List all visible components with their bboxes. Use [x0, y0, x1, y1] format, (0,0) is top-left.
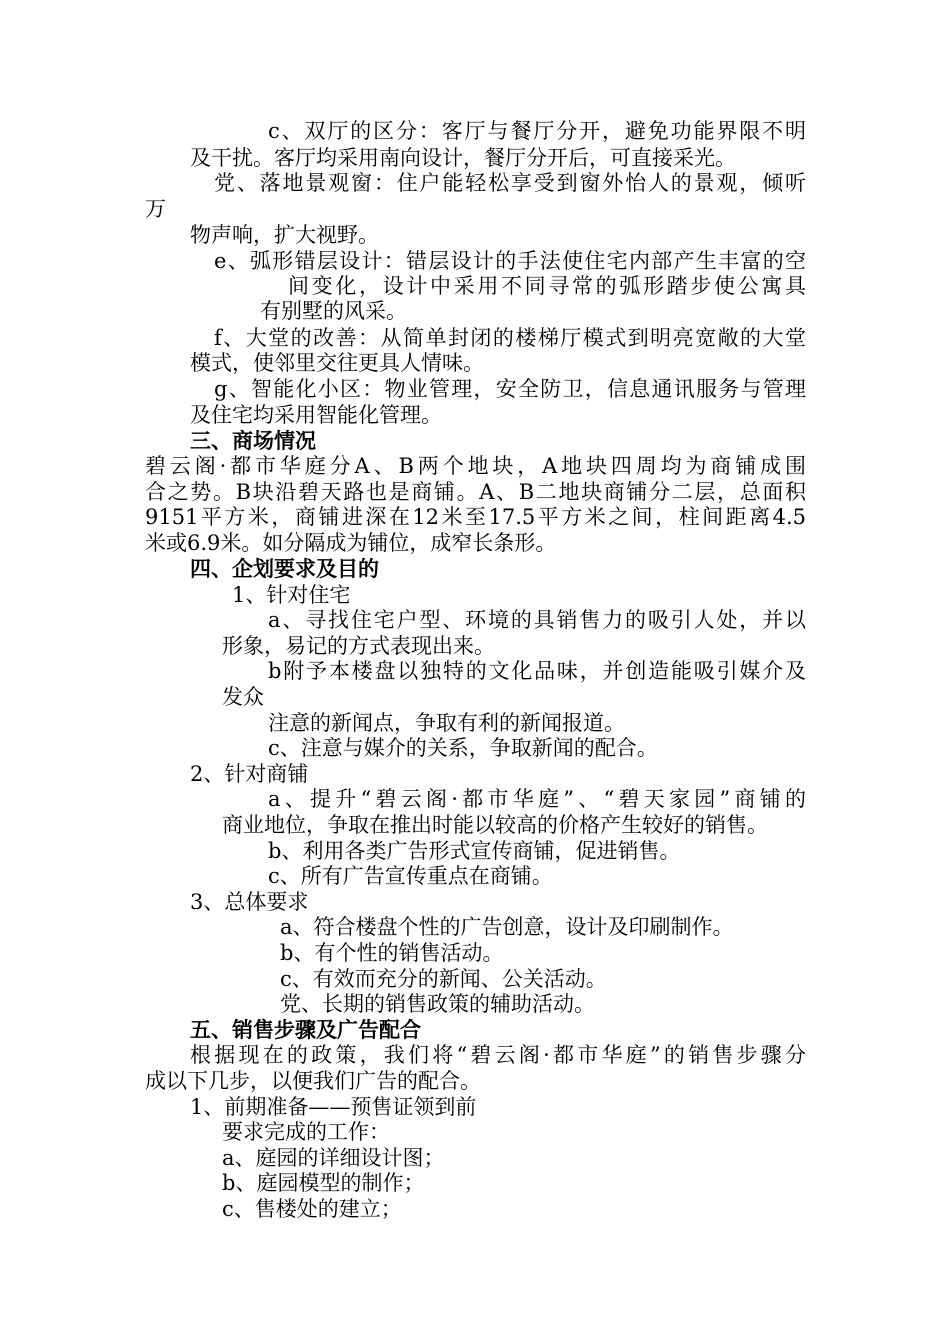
text-line: 物声响，扩大视野。 [190, 223, 379, 247]
text-line: b、有个性的销售活动。 [280, 941, 504, 965]
text-line: e、弧形错层设计：错层设计的手法使住宅内部产生丰富的空 [214, 249, 806, 273]
text-line: 间变化，设计中采用不同寻常的弧形踏步使公寓具 [288, 274, 806, 298]
text-line: 注意的新闻点，争取有利的新闻报道。 [268, 711, 625, 735]
text-line: 9151平方米，商铺进深在12米至17.5平方米之间，柱间距离4.5 [145, 505, 806, 529]
text-line: 要求完成的工作： [222, 1120, 390, 1144]
text-line: c、注意与媒介的关系，争取新闻的配合。 [268, 736, 658, 760]
text-line: a、庭园的详细设计图； [222, 1146, 445, 1170]
text-line: 1、针对住宅 [232, 583, 351, 607]
section-heading: 三、商场情况 [190, 429, 316, 453]
text-line: 党、落地景观窗：住户能轻松享受到窗外怡人的景观，倾听 [214, 171, 806, 195]
text-line: c、有效而充分的新闻、公关活动。 [280, 967, 607, 991]
text-line: 1、前期准备——预售证领到前 [190, 1095, 477, 1119]
text-line: 万 [145, 197, 166, 221]
text-line: 模式，使邻里交往更具人情味。 [190, 351, 484, 375]
text-line: 及干扰。客厅均采用南向设计，餐厅分开后，可直接采光。 [190, 146, 736, 170]
section-heading: 五、销售步骤及广告配合 [190, 1018, 421, 1042]
text-line: 成以下几步，以便我们广告的配合。 [145, 1069, 481, 1093]
text-line: 米或6.9米。如分隔成为铺位，成窄长条形。 [145, 531, 557, 555]
text-line: c、售楼处的建立； [222, 1197, 402, 1221]
section-heading: 四、企划要求及目的 [190, 557, 379, 581]
text-line: 2、针对商铺 [190, 762, 309, 786]
text-line: b、庭园模型的制作； [222, 1171, 425, 1195]
text-line: c、所有广告宣传重点在商铺。 [268, 864, 553, 888]
text-line: 碧云阁·都市华庭分A、B两个地块，A地块四周均为商铺成围 [145, 454, 806, 478]
text-line: 商业地位，争取在推出时能以较高的价格产生较好的销售。 [222, 813, 768, 837]
text-line: a、寻找住宅户型、环境的具销售力的吸引人处，并以 [268, 608, 806, 632]
text-line: 党、长期的销售政策的辅助活动。 [280, 992, 595, 1016]
text-line: 根据现在的政策，我们将“碧云阁·都市华庭”的销售步骤分 [190, 1043, 806, 1067]
text-line: 有别墅的风采。 [260, 299, 407, 323]
text-line: 发众 [222, 685, 264, 709]
text-line: c、双厅的区分：客厅与餐厅分开，避免功能界限不明 [268, 119, 806, 143]
text-line: f、大堂的改善：从简单封闭的楼梯厅模式到明亮宽敞的大堂 [214, 326, 806, 350]
text-line: g、智能化小区：物业管理，安全防卫，信息通讯服务与管理 [214, 377, 806, 401]
text-line: 及住宅均采用智能化管理。 [190, 403, 442, 427]
text-line: a、提升“碧云阁·都市华庭”、“碧天家园”商铺的 [268, 787, 806, 811]
text-line: 形象，易记的方式表现出来。 [222, 634, 495, 658]
text-line: a、符合楼盘个性的广告创意，设计及印刷制作。 [280, 915, 734, 939]
text-line: b附予本楼盘以独特的文化品味，并创造能吸引媒介及 [268, 659, 806, 683]
text-line: 合之势。B块沿碧天路也是商铺。A、B二地块商铺分二层，总面积 [145, 480, 806, 504]
text-line: b、利用各类广告形式宣传商铺，促进销售。 [268, 839, 681, 863]
text-line: 3、总体要求 [190, 890, 309, 914]
